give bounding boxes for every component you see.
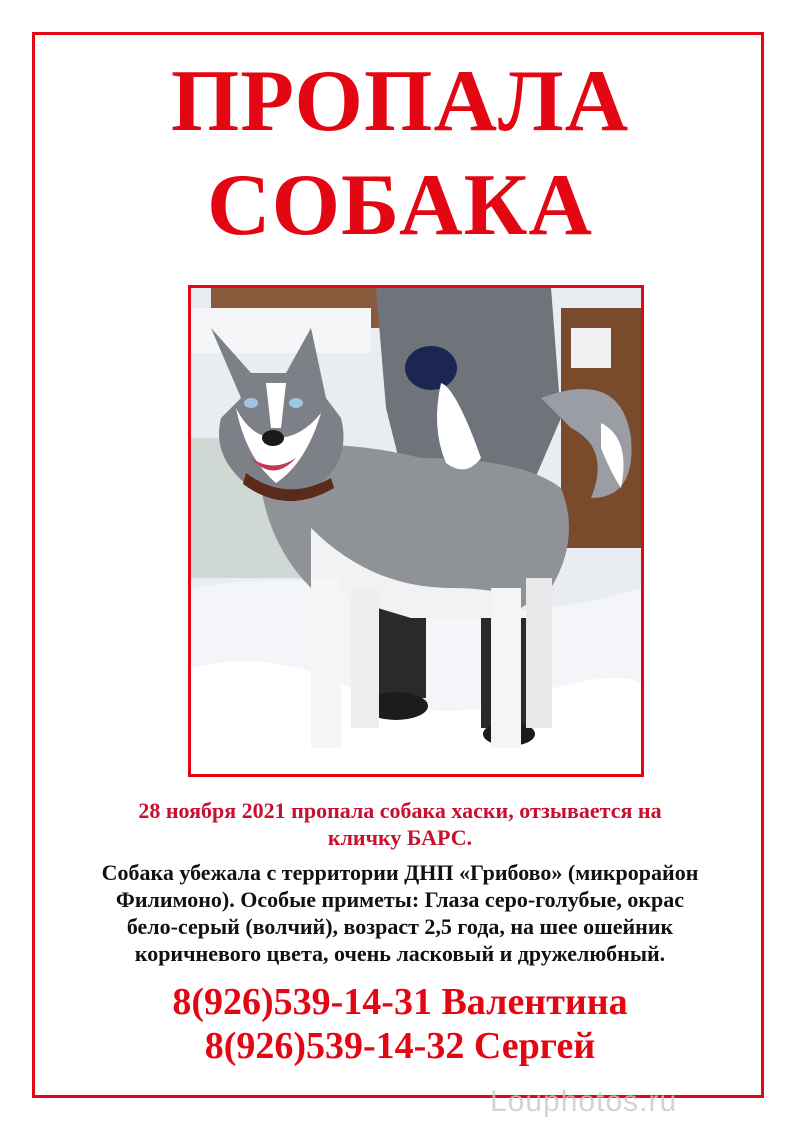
dog-photo bbox=[188, 285, 644, 777]
husky-illustration bbox=[191, 288, 641, 774]
contact-phone-sergey: 8(926)539-14-32 Сергей bbox=[204, 1025, 596, 1067]
headline-lost: ПРОПАЛА bbox=[170, 53, 630, 150]
intro-line: кличку БАРС. bbox=[327, 825, 473, 850]
watermark: Louphotos.ru bbox=[490, 1085, 678, 1118]
intro-line: 28 ноября 2021 пропала собака хаски, отзывается на bbox=[138, 798, 662, 823]
contact-phone-valentina: 8(926)539-14-31 Валентина bbox=[172, 981, 628, 1023]
details-line: коричневого цвета, очень ласковый и дружелюбный. bbox=[134, 941, 666, 966]
headline-dog: СОБАКА bbox=[207, 157, 593, 254]
details-text bbox=[50, 859, 750, 967]
details-line: бело-серый (волчий), возраст 2,5 года, на шее ошейник bbox=[126, 914, 674, 939]
intro-text bbox=[50, 797, 750, 851]
details-line: Собака убежала с территории ДНП «Грибово» (микрорайон bbox=[101, 860, 699, 885]
details-line: Филимоно). Особые приметы: Глаза серо-голубые, окрас bbox=[115, 887, 685, 912]
